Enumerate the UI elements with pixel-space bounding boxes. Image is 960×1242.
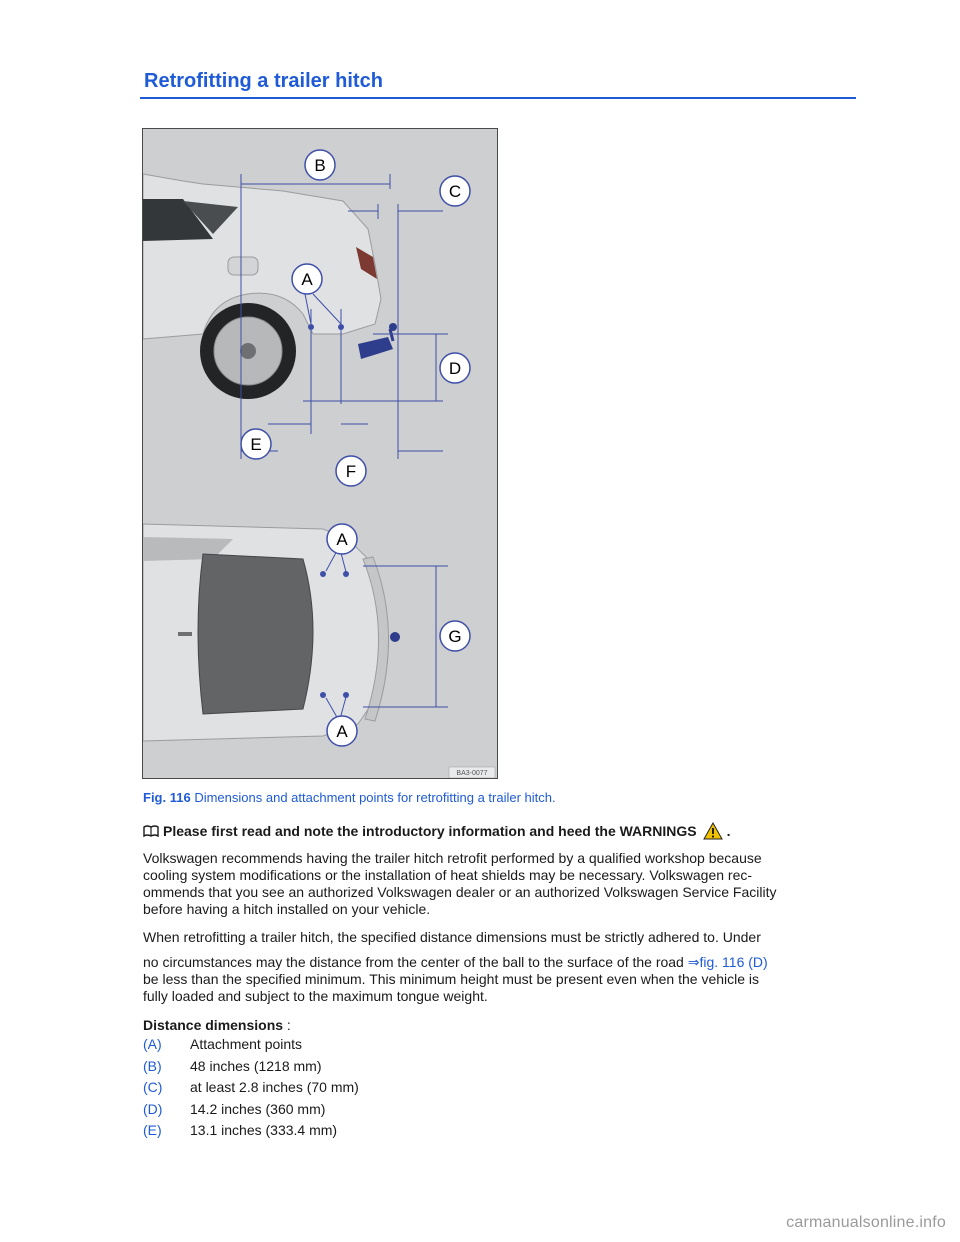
svg-text:G: G — [448, 627, 462, 646]
figure-caption — [143, 790, 556, 805]
fig-116-d-link[interactable]: ⇒fig. 116 (D) — [687, 954, 768, 970]
intro-note-text: Please first read and note the introductory information and heed the WARNINGS — [163, 823, 697, 839]
label-a-3 — [327, 716, 357, 746]
paragraph-minimum: no circumstances may the distance from the center of the ball to the surface of the road ⇒fig. 116 (D) be less than the specified minimum. This minimum height must be present even when the vehicle is fully loaded and subject to the maximum tongue weight. — [143, 954, 768, 1004]
watermark: carmanualsonline.info — [786, 1214, 946, 1231]
svg-text:E: E — [250, 435, 262, 454]
distance-dimensions-list — [143, 1036, 359, 1144]
label-b — [305, 150, 335, 180]
paragraph-recommendation: Volkswagen recommends having the trailer hitch retrofit performed by a qualified workshop because cooling system modifications or the installation of heat shields may be necessary. Volkswagen rec- ommends that you see an authorized Volkswagen dealer or an authorized Volkswagen Service Facility before having a hitch installed on your vehicle. — [143, 850, 777, 917]
paragraph-retrofit: When retrofitting a trailer hitch, the specified distance dimensions must be strictly adhered to. Under — [143, 929, 761, 945]
svg-text:A: A — [336, 722, 348, 741]
svg-text:B: B — [314, 156, 326, 175]
warning-icon — [703, 822, 723, 840]
label-a-1 — [292, 264, 322, 294]
title-rule — [140, 97, 856, 99]
figure-116 — [142, 128, 498, 779]
svg-text:A: A — [336, 530, 348, 549]
car-side-view — [143, 174, 397, 399]
distance-dimensions-heading: Distance dimensions : — [143, 1017, 291, 1033]
page-title: Retrofitting a trailer hitch — [144, 70, 383, 92]
list-item: (D) 14.2 inches (360 mm) — [143, 1100, 326, 1117]
label-g — [440, 621, 470, 651]
figure-caption-prefix: Fig. 116 — [143, 790, 191, 805]
label-c — [440, 176, 470, 206]
figure-code — [449, 767, 495, 778]
trailer-hitch-diagram — [143, 129, 497, 778]
label-e — [241, 429, 271, 459]
list-item: (B) 48 inches (1218 mm) — [143, 1057, 322, 1074]
intro-note-end: . — [726, 823, 731, 839]
intro-note — [143, 822, 731, 840]
list-item: (C) at least 2.8 inches (70 mm) — [143, 1079, 359, 1095]
svg-text:A: A — [301, 270, 313, 289]
svg-text:BA3-0077: BA3-0077 — [456, 770, 488, 777]
book-icon — [143, 825, 159, 837]
list-item: (E) 13.1 inches (333.4 mm) — [143, 1122, 338, 1138]
car-top-view — [143, 524, 400, 741]
label-a-2 — [327, 524, 357, 554]
svg-text:D: D — [448, 359, 462, 378]
label-f — [336, 456, 366, 486]
svg-text:C: C — [448, 182, 462, 201]
figure-caption-text: Dimensions and attachment points for retrofitting a trailer hitch. — [194, 790, 556, 805]
list-item: (A) Attachment points — [143, 1036, 303, 1052]
label-d — [440, 353, 470, 383]
svg-text:F: F — [345, 462, 357, 481]
